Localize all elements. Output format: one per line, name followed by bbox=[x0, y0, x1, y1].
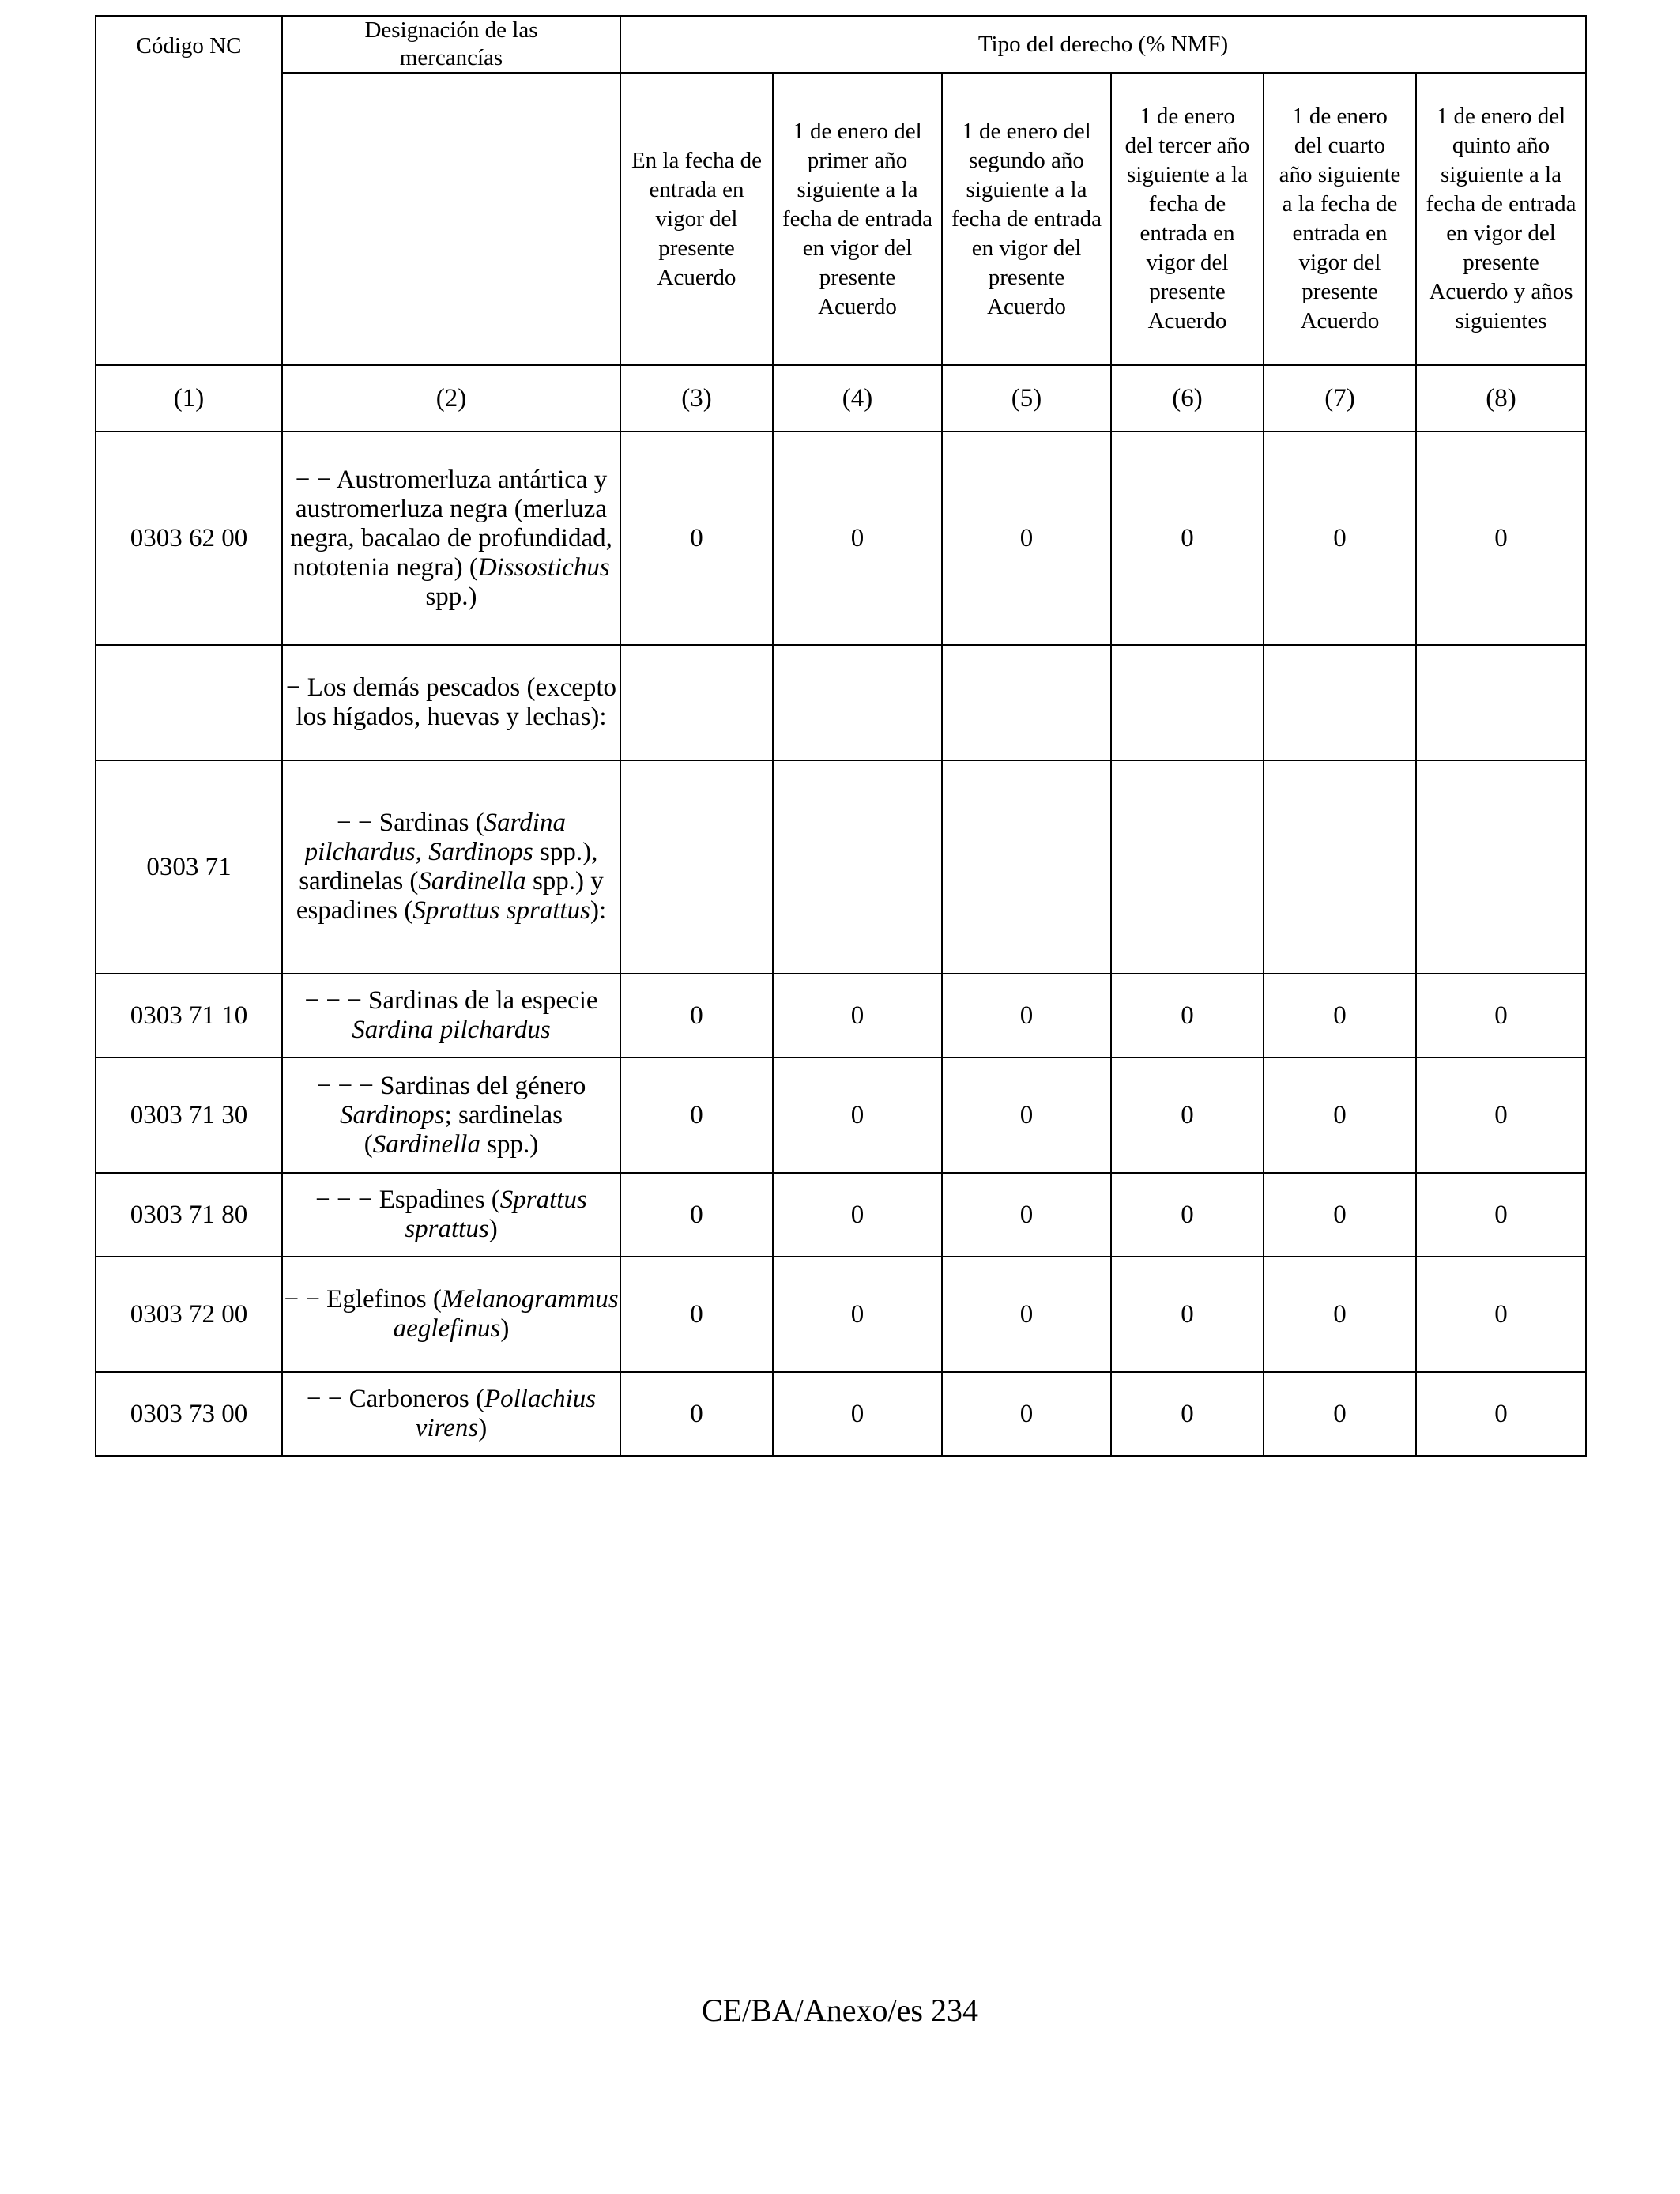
duty-value: 0 bbox=[1264, 1173, 1416, 1257]
goods-description: − − − Espadines (Sprattus sprattus) bbox=[282, 1173, 620, 1257]
duty-value: 0 bbox=[942, 1173, 1111, 1257]
duty-value bbox=[942, 760, 1111, 974]
table-row bbox=[96, 1173, 1586, 1257]
column-number: (5) bbox=[942, 365, 1111, 432]
duty-value bbox=[1264, 645, 1416, 760]
column-number-row bbox=[96, 365, 1586, 432]
duty-value: 0 bbox=[1111, 1057, 1264, 1173]
duty-value: 0 bbox=[773, 974, 942, 1057]
duty-value bbox=[1264, 760, 1416, 974]
column-number: (8) bbox=[1416, 365, 1586, 432]
duty-value: 0 bbox=[1416, 1257, 1586, 1372]
duty-value bbox=[1416, 645, 1586, 760]
header-col7: 1 de enero del cuarto año siguiente a la fecha de entrada en vigor del presente Acuerdo bbox=[1279, 104, 1401, 334]
nc-code bbox=[96, 645, 282, 760]
duty-value: 0 bbox=[620, 1173, 773, 1257]
duty-value: 0 bbox=[1264, 974, 1416, 1057]
duty-value: 0 bbox=[1111, 1257, 1264, 1372]
header-designation-cell bbox=[282, 16, 620, 73]
goods-description: − − Carboneros (Pollachius virens) bbox=[282, 1372, 620, 1456]
duty-value: 0 bbox=[773, 432, 942, 645]
header-designation: Designación de las mercancías bbox=[364, 17, 538, 70]
duty-value: 0 bbox=[1264, 1257, 1416, 1372]
duty-value: 0 bbox=[773, 1257, 942, 1372]
nc-code: 0303 62 00 bbox=[96, 432, 282, 645]
duty-value: 0 bbox=[773, 1173, 942, 1257]
header-col8-cell bbox=[1416, 73, 1586, 365]
header-col7-cell bbox=[1264, 73, 1416, 365]
table-row bbox=[96, 432, 1586, 645]
duty-value: 0 bbox=[1416, 1173, 1586, 1257]
header-designation-blank bbox=[282, 73, 620, 365]
duty-value: 0 bbox=[1416, 432, 1586, 645]
duty-value: 0 bbox=[1111, 1173, 1264, 1257]
tariff-table bbox=[95, 15, 1587, 1457]
header-col8: 1 de enero del quinto año siguiente a la fecha de entrada en vigor del presente Acuerdo y años siguientes bbox=[1426, 104, 1576, 334]
header-col3: En la fecha de entrada en vigor del presente Acuerdo bbox=[631, 147, 763, 290]
duty-value: 0 bbox=[620, 1372, 773, 1456]
nc-code: 0303 71 10 bbox=[96, 974, 282, 1057]
goods-description: − − Eglefinos (Melanogrammus aeglefinus) bbox=[282, 1257, 620, 1372]
page-footer bbox=[0, 1992, 1680, 2029]
table-row bbox=[96, 1257, 1586, 1372]
duty-value: 0 bbox=[1264, 1372, 1416, 1456]
column-number: (1) bbox=[96, 365, 282, 432]
header-code-nc-cell bbox=[96, 16, 282, 365]
table-row bbox=[96, 1372, 1586, 1456]
table-row bbox=[96, 645, 1586, 760]
column-number: (3) bbox=[620, 365, 773, 432]
header-duty-group-cell bbox=[620, 16, 1586, 73]
column-number: (6) bbox=[1111, 365, 1264, 432]
goods-description: − Los demás pescados (excepto los hígados, huevas y lechas): bbox=[282, 645, 620, 760]
duty-value: 0 bbox=[942, 432, 1111, 645]
column-number: (4) bbox=[773, 365, 942, 432]
duty-value: 0 bbox=[620, 432, 773, 645]
duty-value: 0 bbox=[620, 1257, 773, 1372]
duty-value: 0 bbox=[1264, 1057, 1416, 1173]
page-reference: CE/BA/Anexo/es 234 bbox=[702, 1992, 978, 2028]
duty-value: 0 bbox=[773, 1372, 942, 1456]
duty-value: 0 bbox=[1111, 1372, 1264, 1456]
goods-description: − − − Sardinas de la especie Sardina pilchardus bbox=[282, 974, 620, 1057]
duty-value bbox=[620, 645, 773, 760]
goods-description: − − Sardinas (Sardina pilchardus, Sardinops spp.), sardinelas (Sardinella spp.) y espadines (Sprattus sprattus): bbox=[282, 760, 620, 974]
duty-value: 0 bbox=[1416, 974, 1586, 1057]
column-number: (7) bbox=[1264, 365, 1416, 432]
duty-value: 0 bbox=[942, 1057, 1111, 1173]
nc-code: 0303 71 30 bbox=[96, 1057, 282, 1173]
goods-description: − − − Sardinas del género Sardinops; sardinelas (Sardinella spp.) bbox=[282, 1057, 620, 1173]
duty-value bbox=[1111, 645, 1264, 760]
header-col4-cell bbox=[773, 73, 942, 365]
duty-value: 0 bbox=[1416, 1372, 1586, 1456]
table-row bbox=[96, 974, 1586, 1057]
duty-value: 0 bbox=[1416, 1057, 1586, 1173]
duty-value bbox=[1111, 760, 1264, 974]
nc-code: 0303 73 00 bbox=[96, 1372, 282, 1456]
nc-code: 0303 72 00 bbox=[96, 1257, 282, 1372]
duty-value: 0 bbox=[620, 1057, 773, 1173]
nc-code: 0303 71 80 bbox=[96, 1173, 282, 1257]
nc-code: 0303 71 bbox=[96, 760, 282, 974]
header-col6: 1 de enero del tercer año siguiente a la fecha de entrada en vigor del presente Acuerdo bbox=[1124, 104, 1250, 334]
table-row bbox=[96, 1057, 1586, 1173]
duty-value: 0 bbox=[1111, 974, 1264, 1057]
duty-value bbox=[942, 645, 1111, 760]
duty-value bbox=[773, 760, 942, 974]
header-col4: 1 de enero del primer año siguiente a la fecha de entrada en vigor del presente Acuerdo bbox=[782, 118, 932, 319]
header-col3-cell bbox=[620, 73, 773, 365]
header-row bbox=[96, 16, 1586, 73]
duty-value: 0 bbox=[942, 1372, 1111, 1456]
header-col5: 1 de enero del segundo año siguiente a la fecha de entrada en vigor del presente Acuerdo bbox=[951, 118, 1102, 319]
duty-value bbox=[620, 760, 773, 974]
header-code-nc: Código NC bbox=[136, 33, 242, 58]
duty-value: 0 bbox=[620, 974, 773, 1057]
duty-value: 0 bbox=[942, 1257, 1111, 1372]
table-row bbox=[96, 760, 1586, 974]
duty-value: 0 bbox=[942, 974, 1111, 1057]
header-subrow bbox=[96, 73, 1586, 365]
duty-value bbox=[773, 645, 942, 760]
header-col5-cell bbox=[942, 73, 1111, 365]
duty-value: 0 bbox=[1264, 432, 1416, 645]
header-duty-group: Tipo del derecho (% NMF) bbox=[977, 31, 1229, 57]
duty-value: 0 bbox=[773, 1057, 942, 1173]
duty-value bbox=[1416, 760, 1586, 974]
goods-description: − − Austromerluza antártica y austromerluza negra (merluza negra, bacalao de profundidad, nototenia negra) (Dissostichus spp.) bbox=[282, 432, 620, 645]
header-col6-cell bbox=[1111, 73, 1264, 365]
column-number: (2) bbox=[282, 365, 620, 432]
duty-value: 0 bbox=[1111, 432, 1264, 645]
